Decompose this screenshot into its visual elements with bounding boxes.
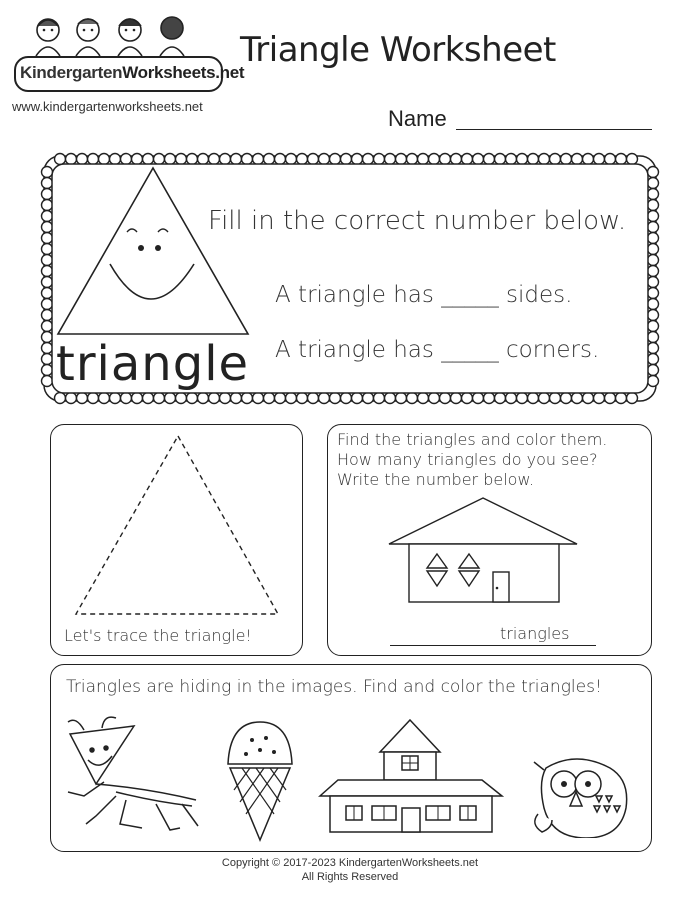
grasshopper-icon[interactable]: [56, 712, 206, 838]
trace-label: Let's trace the triangle!: [64, 626, 252, 645]
page-title: Triangle Worksheet: [240, 30, 556, 70]
count-instructions: [337, 430, 607, 490]
hidden-instruction: Triangles are hiding in the images. Find and color the triangles!: [66, 677, 602, 697]
copyright-footer: [0, 856, 700, 884]
logo-kids-illustration: [22, 12, 212, 58]
site-url[interactable]: www.kindergartenworksheets.net: [12, 99, 203, 114]
word-triangle: triangle: [56, 336, 250, 392]
question-sides[interactable]: A triangle has _____ sides.: [275, 282, 573, 308]
count-answer-line[interactable]: [390, 645, 596, 646]
logo-text-2: Worksheets.net: [122, 63, 245, 82]
count-line-1: Find the triangles and color them.: [337, 430, 608, 449]
ice-cream-cone-icon[interactable]: [222, 718, 298, 844]
name-label: Name: [388, 106, 447, 131]
count-line-3: Write the number below.: [337, 470, 535, 489]
instruction-text: Fill in the correct number below.: [208, 206, 627, 236]
copyright-text: Copyright © 2017-2023 KindergartenWorksheets.net: [221, 857, 479, 869]
answer-unit-label: triangles: [500, 624, 570, 643]
count-line-2: How many triangles do you see?: [337, 450, 598, 469]
logo-text-1: Kindergarten: [20, 63, 123, 82]
logo-text: [20, 63, 244, 83]
rights-text: All Rights Reserved: [301, 871, 399, 883]
question-corners[interactable]: A triangle has _____ corners.: [275, 337, 600, 363]
name-answer-line[interactable]: [456, 129, 652, 130]
house-icon[interactable]: [385, 496, 581, 608]
dashed-triangle-trace[interactable]: [50, 424, 303, 656]
owl-icon[interactable]: [530, 754, 640, 838]
schoolhouse-icon[interactable]: [318, 716, 504, 836]
